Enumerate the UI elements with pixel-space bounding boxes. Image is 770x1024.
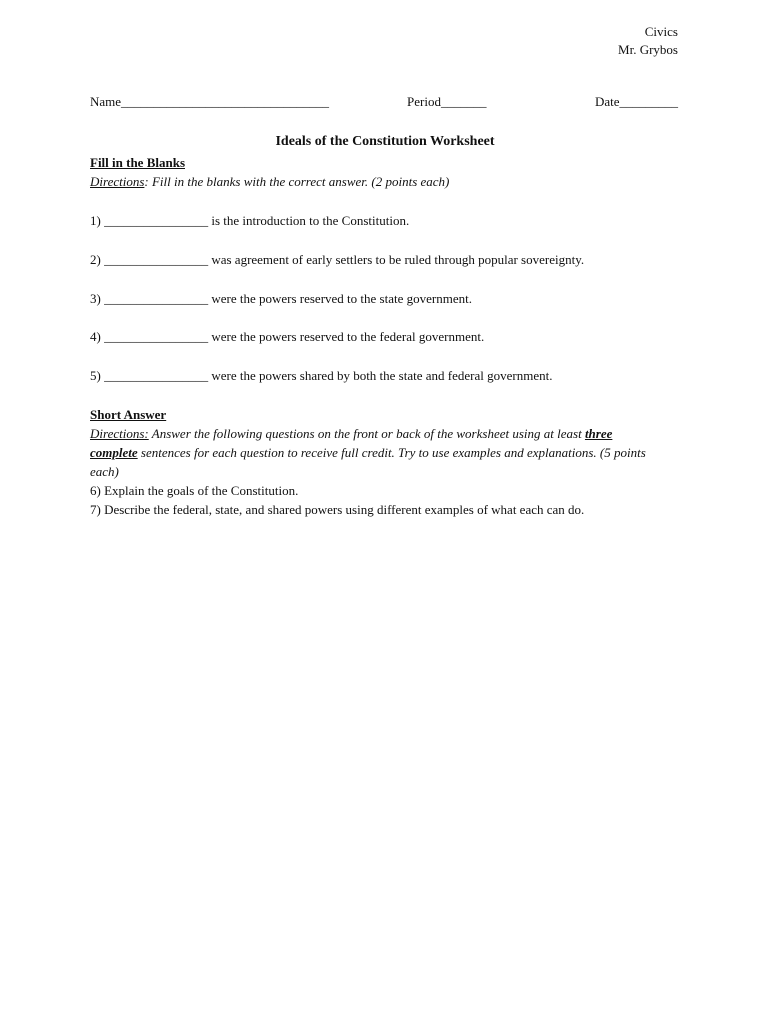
short-answer-directions-post: sentences for each question to receive full credit. Try to use examples and explanations. (5 points each) <box>90 445 646 479</box>
short-answer-heading: Short Answer <box>90 407 167 422</box>
fill-in-directions-text: : Fill in the blanks with the correct answer. (2 points each) <box>144 174 450 189</box>
question-6[interactable]: 6) Explain the goals of the Constitution. <box>90 483 299 498</box>
fill-in-section-header <box>90 153 660 191</box>
period-field[interactable]: Period_______ <box>407 94 487 109</box>
short-answer-section <box>90 405 660 519</box>
worksheet-title: Ideals of the Constitution Worksheet <box>275 134 495 149</box>
short-answer-directions-emphasis: three complete <box>90 426 613 460</box>
question-5[interactable]: 5) ________________ were the powers shared by both the state and federal government. <box>90 368 553 383</box>
question-2[interactable]: 2) ________________ was agreement of early settlers to be ruled through popular sovereignty. <box>90 252 585 267</box>
question-3[interactable]: 3) ________________ were the powers reserved to the state government. <box>90 291 472 306</box>
question-4[interactable]: 4) ________________ were the powers reserved to the federal government. <box>90 329 485 344</box>
fill-in-directions <box>90 172 660 191</box>
teacher-name: Mr. Grybos <box>618 42 678 57</box>
question-1[interactable]: 1) ________________ is the introduction to the Constitution. <box>90 213 410 228</box>
short-answer-directions-label: Directions: <box>90 426 149 441</box>
fill-in-heading: Fill in the Blanks <box>90 155 185 170</box>
fill-in-directions-label: Directions <box>90 174 145 189</box>
header-info <box>618 23 678 59</box>
name-field[interactable]: Name________________________________ <box>90 94 330 109</box>
course-name: Civics <box>644 24 678 39</box>
question-7[interactable]: 7) Describe the federal, state, and shared powers using different examples of what each can do. <box>90 502 585 517</box>
student-info-row <box>90 92 680 111</box>
date-field[interactable]: Date_________ <box>594 94 678 109</box>
short-answer-directions <box>90 424 660 481</box>
short-answer-directions-pre: Answer the following questions on the front or back of the worksheet using at least <box>148 426 585 441</box>
